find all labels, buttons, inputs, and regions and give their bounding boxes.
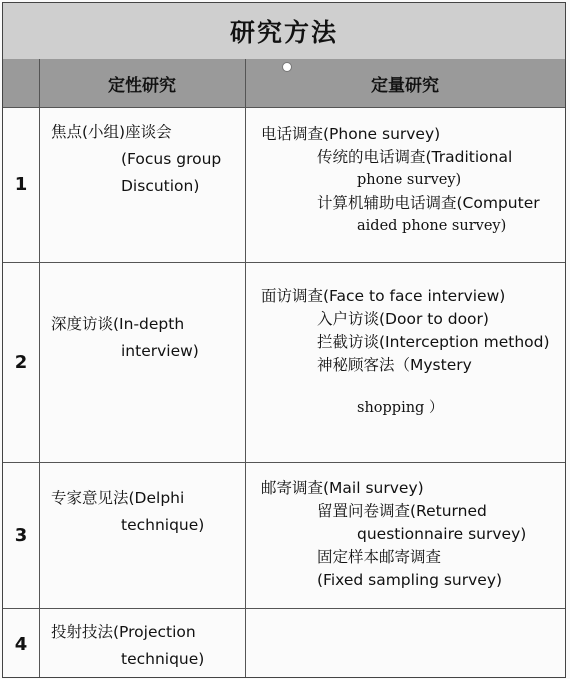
cell-line: 邮寄调查(Mail survey) [261,479,424,497]
cell-line: aided phone survey) [357,218,507,234]
cell-line: Discution) [121,177,200,195]
row-number: 2 [14,352,28,373]
cell-line: (Fixed sampling survey) [317,571,503,589]
research-methods-table [2,2,566,678]
cell-line: 入户访谈(Door to door) [317,310,489,328]
cursor-dot [282,62,292,72]
cell-line: 深度访谈(In-depth [51,315,185,333]
header-quantitative: 定量研究 [371,75,439,96]
quantitative-cell [261,123,561,238]
cell-line: 拦截访谈(Interception method) [317,333,550,351]
row-number: 3 [14,525,28,546]
row-number: 1 [14,174,28,195]
qualitative-cell [51,485,241,539]
cell-line: interview) [121,342,199,360]
cell-line: 神秘顾客法（Mystery [317,356,472,374]
row-number: 4 [14,633,28,655]
cell-line: questionnaire survey) [357,525,527,543]
cell-line: 投射技法(Projection [51,623,196,641]
cell-line: 电话调查(Phone survey) [261,125,441,143]
cell-line: 专家意见法(Delphi [51,489,185,507]
cell-line: technique) [121,650,205,668]
cell-text: 传统的电话调查(Traditional [317,148,513,166]
cell-line [261,146,561,169]
cell-line: 焦点(小组)座谈会 [51,123,172,141]
table-row [3,263,565,463]
qualitative-cell [51,311,241,365]
cell-line: 留置问卷调查(Returned [317,502,487,520]
qualitative-cell [51,119,241,200]
table-row [3,609,565,679]
cell-line: (Focus group [121,150,222,168]
quantitative-cell [261,285,561,420]
table-row [3,107,565,263]
header-qualitative: 定性研究 [108,75,176,96]
qualitative-cell [51,619,241,673]
quantitative-cell [261,477,561,592]
table-title: 研究方法 [3,3,565,60]
table-row [3,463,565,609]
cell-line: technique) [121,516,205,534]
cell-line: phone survey) [357,172,462,188]
cell-line: shopping ） [357,400,444,416]
cell-line: 计算机辅助电话调查(Computer [317,194,540,212]
cell-line: 固定样本邮寄调查 [317,548,442,566]
cell-line: 面访调查(Face to face interview) [261,287,506,305]
